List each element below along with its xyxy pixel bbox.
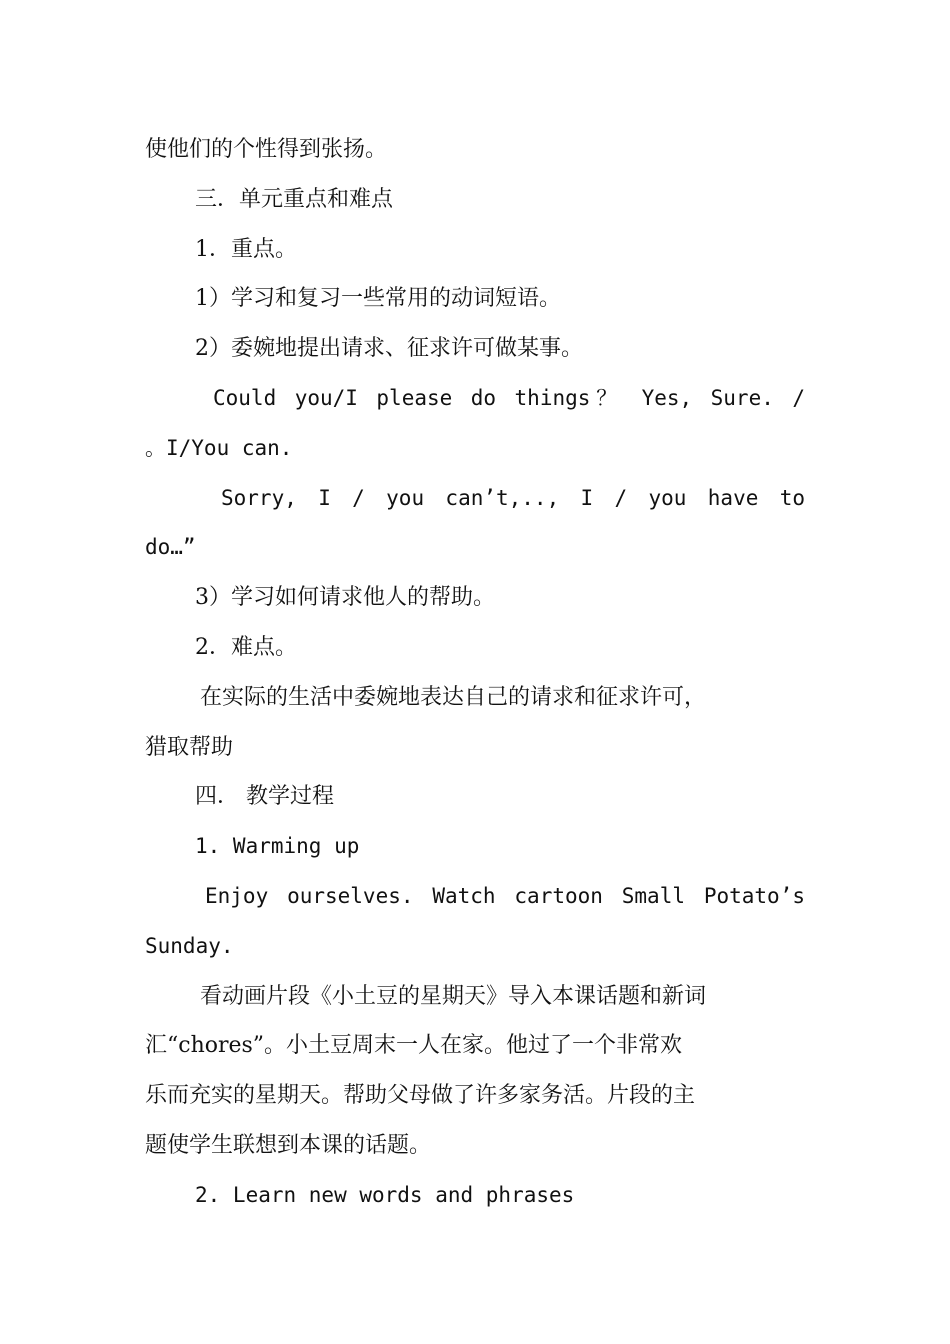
example-sentence-continued: do…” (145, 535, 196, 560)
paragraph-line: 题使学生联想到本课的话题。 (145, 1132, 432, 1158)
subheading: 1．重点。 (195, 236, 297, 262)
list-item: 3）学习如何请求他人的帮助。 (195, 585, 495, 611)
example-sentence-continued: 。I/You can. (145, 435, 293, 460)
example-sentence: Sorry, I / you can’t,.., I / you have to (221, 485, 805, 510)
paragraph-line: Sunday. (145, 933, 234, 958)
paragraph-line: 使他们的个性得到张扬。 (145, 137, 388, 162)
example-sentence: Could you/I please do things？ Yes, Sure. / (213, 385, 805, 410)
paragraph-line: Enjoy ourselves. Watch cartoon Small Potato’s (205, 883, 805, 908)
subheading: 1. Warming up (195, 834, 360, 859)
subheading: 2. Learn new words and phrases (195, 1182, 575, 1207)
section-heading: 四． 教学过程 (195, 784, 334, 810)
paragraph-line: 乐而充实的星期天。帮助父母做了许多家务活。片段的主 (145, 1083, 696, 1109)
paragraph-line: 在实际的生活中委婉地表达自己的请求和征求许可， (200, 684, 707, 710)
paragraph-line: 看动画片段《小土豆的星期天》导入本课话题和新词 (200, 983, 707, 1009)
document-body (145, 125, 805, 1221)
paragraph-line: 汇“chores”。小土豆周末一人在家。他过了一个非常欢 (145, 1033, 683, 1059)
list-item: 1）学习和复习一些常用的动词短语。 (195, 286, 561, 312)
paragraph-line: 猎取帮助 (145, 734, 234, 760)
subheading: 2．难点。 (195, 634, 297, 660)
section-heading: 三．单元重点和难点 (195, 186, 394, 212)
list-item: 2）委婉地提出请求、征求许可做某事。 (195, 336, 583, 362)
